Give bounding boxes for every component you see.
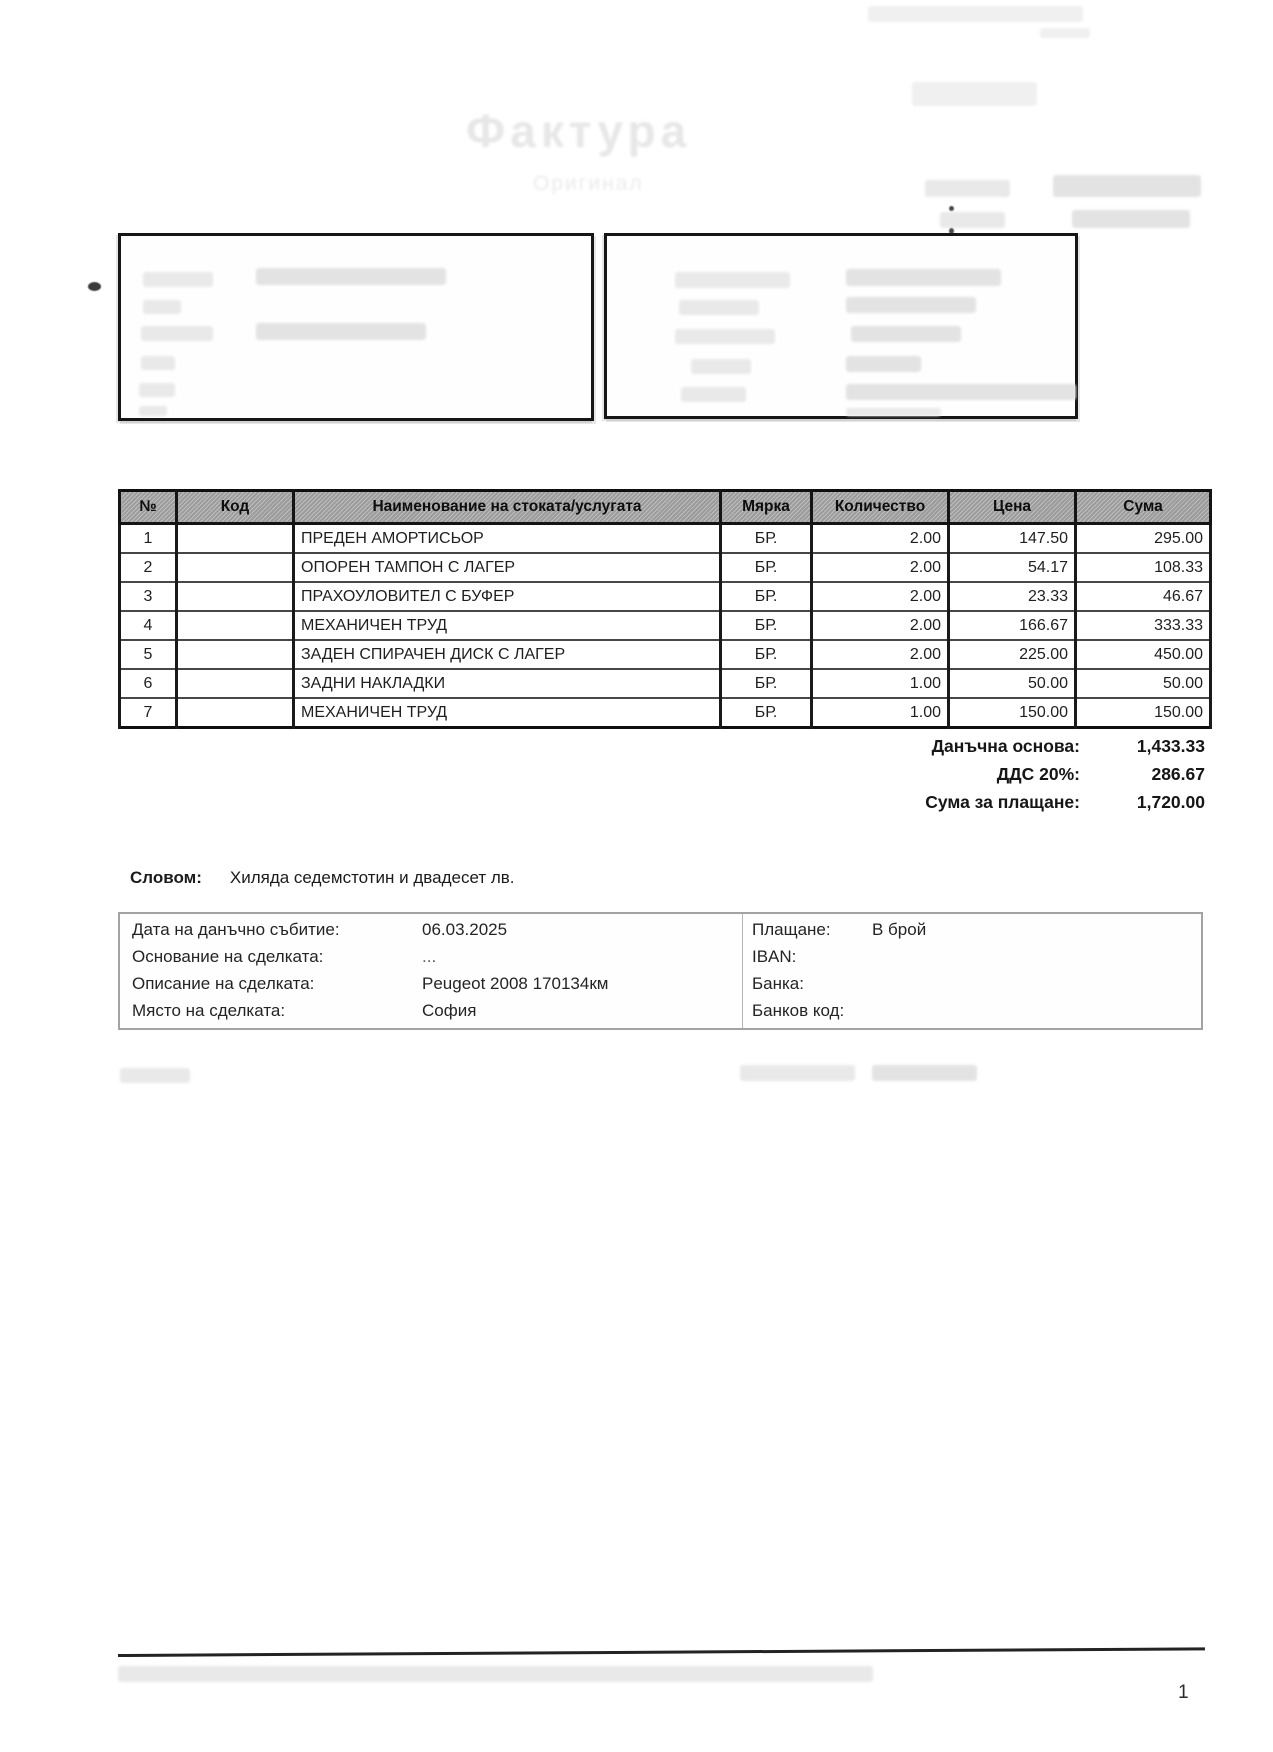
total-vat-row [118,760,1205,788]
cell-unit: БР. [721,553,812,582]
items-header-row [120,491,1211,524]
faded-label [139,383,175,397]
table-row [120,698,1211,728]
cell-unit: БР. [721,669,812,698]
faded-value [846,408,941,416]
cell-no: 2 [120,553,177,582]
in-words-label: Словом: [130,868,202,887]
cell-code [177,640,294,669]
cell-qty: 2.00 [812,524,949,554]
cell-unit: БР. [721,640,812,669]
cell-amount: 50.00 [1076,669,1211,698]
details-separator [742,914,743,1028]
amount-in-words [130,868,515,888]
cell-code [177,582,294,611]
cell-no: 5 [120,640,177,669]
cell-amount: 108.33 [1076,553,1211,582]
faded-label [675,329,775,344]
cell-name: ЗАДНИ НАКЛАДКИ [294,669,721,698]
faded-label [141,356,175,370]
cell-amount: 150.00 [1076,698,1211,728]
cell-no: 7 [120,698,177,728]
cell-unit: БР. [721,582,812,611]
faded-label [691,359,751,374]
table-row [120,611,1211,640]
cell-price: 147.50 [949,524,1076,554]
detail-row [752,1001,872,1021]
total-vat-value: 286.67 [1151,763,1205,784]
faded-label [139,406,167,416]
cell-code [177,698,294,728]
cell-price: 225.00 [949,640,1076,669]
page-number: 1 [1178,1682,1189,1703]
total-base-value: 1,433.33 [1136,735,1205,756]
cell-name: ЗАДЕН СПИРАЧЕН ДИСК С ЛАГЕР [294,640,721,669]
detail-row [132,1001,476,1021]
faded-value [846,356,921,372]
faded-date-value [1072,210,1190,228]
detail-label: IBAN: [752,947,797,966]
cell-qty: 2.00 [812,640,949,669]
cell-code [177,611,294,640]
recipient-box [118,233,594,421]
ink-speck [949,206,954,211]
cell-name: ПРЕДЕН АМОРТИСЬОР [294,524,721,554]
faded-footer-text [118,1666,873,1682]
cell-name: ОПОРЕН ТАМПОН С ЛАГЕР [294,553,721,582]
faded-issued-by-value [872,1065,977,1081]
faded-issued-by-label [740,1065,855,1081]
table-row [120,582,1211,611]
faded-number-label [925,180,1010,197]
faded-number-value [1053,175,1201,197]
detail-value: 06.03.2025 [422,920,508,939]
faded-invoice-title: Фактура [466,105,692,157]
cell-amount: 450.00 [1076,640,1211,669]
footer-rule [118,1647,1205,1656]
cell-price: 54.17 [949,553,1076,582]
col-header-unit: Мярка [721,491,812,524]
faded-original-label: Оригинал [533,172,644,195]
faded-date-label [940,212,1005,228]
col-header-qty: Количество [812,491,949,524]
cell-name: ПРАХОУЛОВИТЕЛ С БУФЕР [294,582,721,611]
faded-label [143,300,181,314]
cell-price: 150.00 [949,698,1076,728]
col-header-price: Цена [949,491,1076,524]
detail-value: В брой [872,920,927,939]
cell-amount: 295.00 [1076,524,1211,554]
cell-qty: 2.00 [812,553,949,582]
cell-code [177,669,294,698]
detail-row [132,947,436,967]
cell-qty: 1.00 [812,698,949,728]
col-header-name: Наименование на стоката/услугата [294,491,721,524]
cell-qty: 1.00 [812,669,949,698]
detail-label: Плащане: [752,920,831,939]
scan-artifact [868,6,1083,22]
cell-qty: 2.00 [812,611,949,640]
faded-received-by-label [120,1068,190,1083]
scan-artifact [1040,28,1090,38]
detail-label: Основание на сделката: [132,947,324,966]
cell-price: 23.33 [949,582,1076,611]
total-due-row [118,788,1205,816]
detail-value: София [422,1001,477,1020]
cell-no: 1 [120,524,177,554]
col-header-amount: Сума [1076,491,1211,524]
detail-row [752,974,872,994]
total-due-value: 1,720.00 [1136,791,1205,812]
supplier-box [604,233,1078,419]
faded-label [141,326,213,341]
detail-row [752,947,872,967]
col-header-code: Код [177,491,294,524]
items-table-wrapper [118,489,1212,729]
detail-label: Описание на сделката: [132,974,315,993]
cell-qty: 2.00 [812,582,949,611]
detail-value: Peugeot 2008 170134км [422,974,609,993]
detail-value: ... [422,947,437,966]
cell-name: МЕХАНИЧЕН ТРУД [294,698,721,728]
cell-unit: БР. [721,611,812,640]
faded-label [681,387,746,402]
total-base-row [118,732,1205,760]
cell-no: 6 [120,669,177,698]
cell-amount: 46.67 [1076,582,1211,611]
table-row [120,524,1211,554]
detail-label: Банка: [752,974,804,993]
total-base-label: Данъчна основа: [931,735,1080,756]
cell-price: 166.67 [949,611,1076,640]
cell-amount: 333.33 [1076,611,1211,640]
faded-value [846,269,1001,286]
detail-row [132,920,507,940]
cell-no: 3 [120,582,177,611]
table-row [120,669,1211,698]
cell-no: 4 [120,611,177,640]
items-table [118,489,1212,729]
details-box [118,912,1203,1030]
col-header-no: № [120,491,177,524]
detail-label: Дата на данъчно събитие: [132,920,340,939]
detail-row [752,920,926,940]
scan-artifact [912,82,1037,106]
cell-unit: БР. [721,698,812,728]
cell-unit: БР. [721,524,812,554]
cell-name: МЕХАНИЧЕН ТРУД [294,611,721,640]
in-words-value: Хиляда седемстотин и двадесет лв. [229,868,515,887]
cell-price: 50.00 [949,669,1076,698]
faded-value [846,384,1076,400]
total-vat-label: ДДС 20%: [996,763,1080,784]
faded-label [143,272,213,287]
cell-code [177,524,294,554]
faded-value [846,297,976,313]
detail-label: Място на сделката: [132,1001,286,1020]
ink-speck [88,282,101,291]
table-row [120,640,1211,669]
table-row [120,553,1211,582]
faded-value [256,323,426,340]
faded-value [851,326,961,342]
faded-label [679,300,759,315]
total-due-label: Сума за плащане: [925,791,1080,812]
detail-row [132,974,608,994]
faded-label [675,272,790,288]
detail-label: Банков код: [752,1001,845,1020]
faded-value [256,268,446,285]
cell-code [177,553,294,582]
